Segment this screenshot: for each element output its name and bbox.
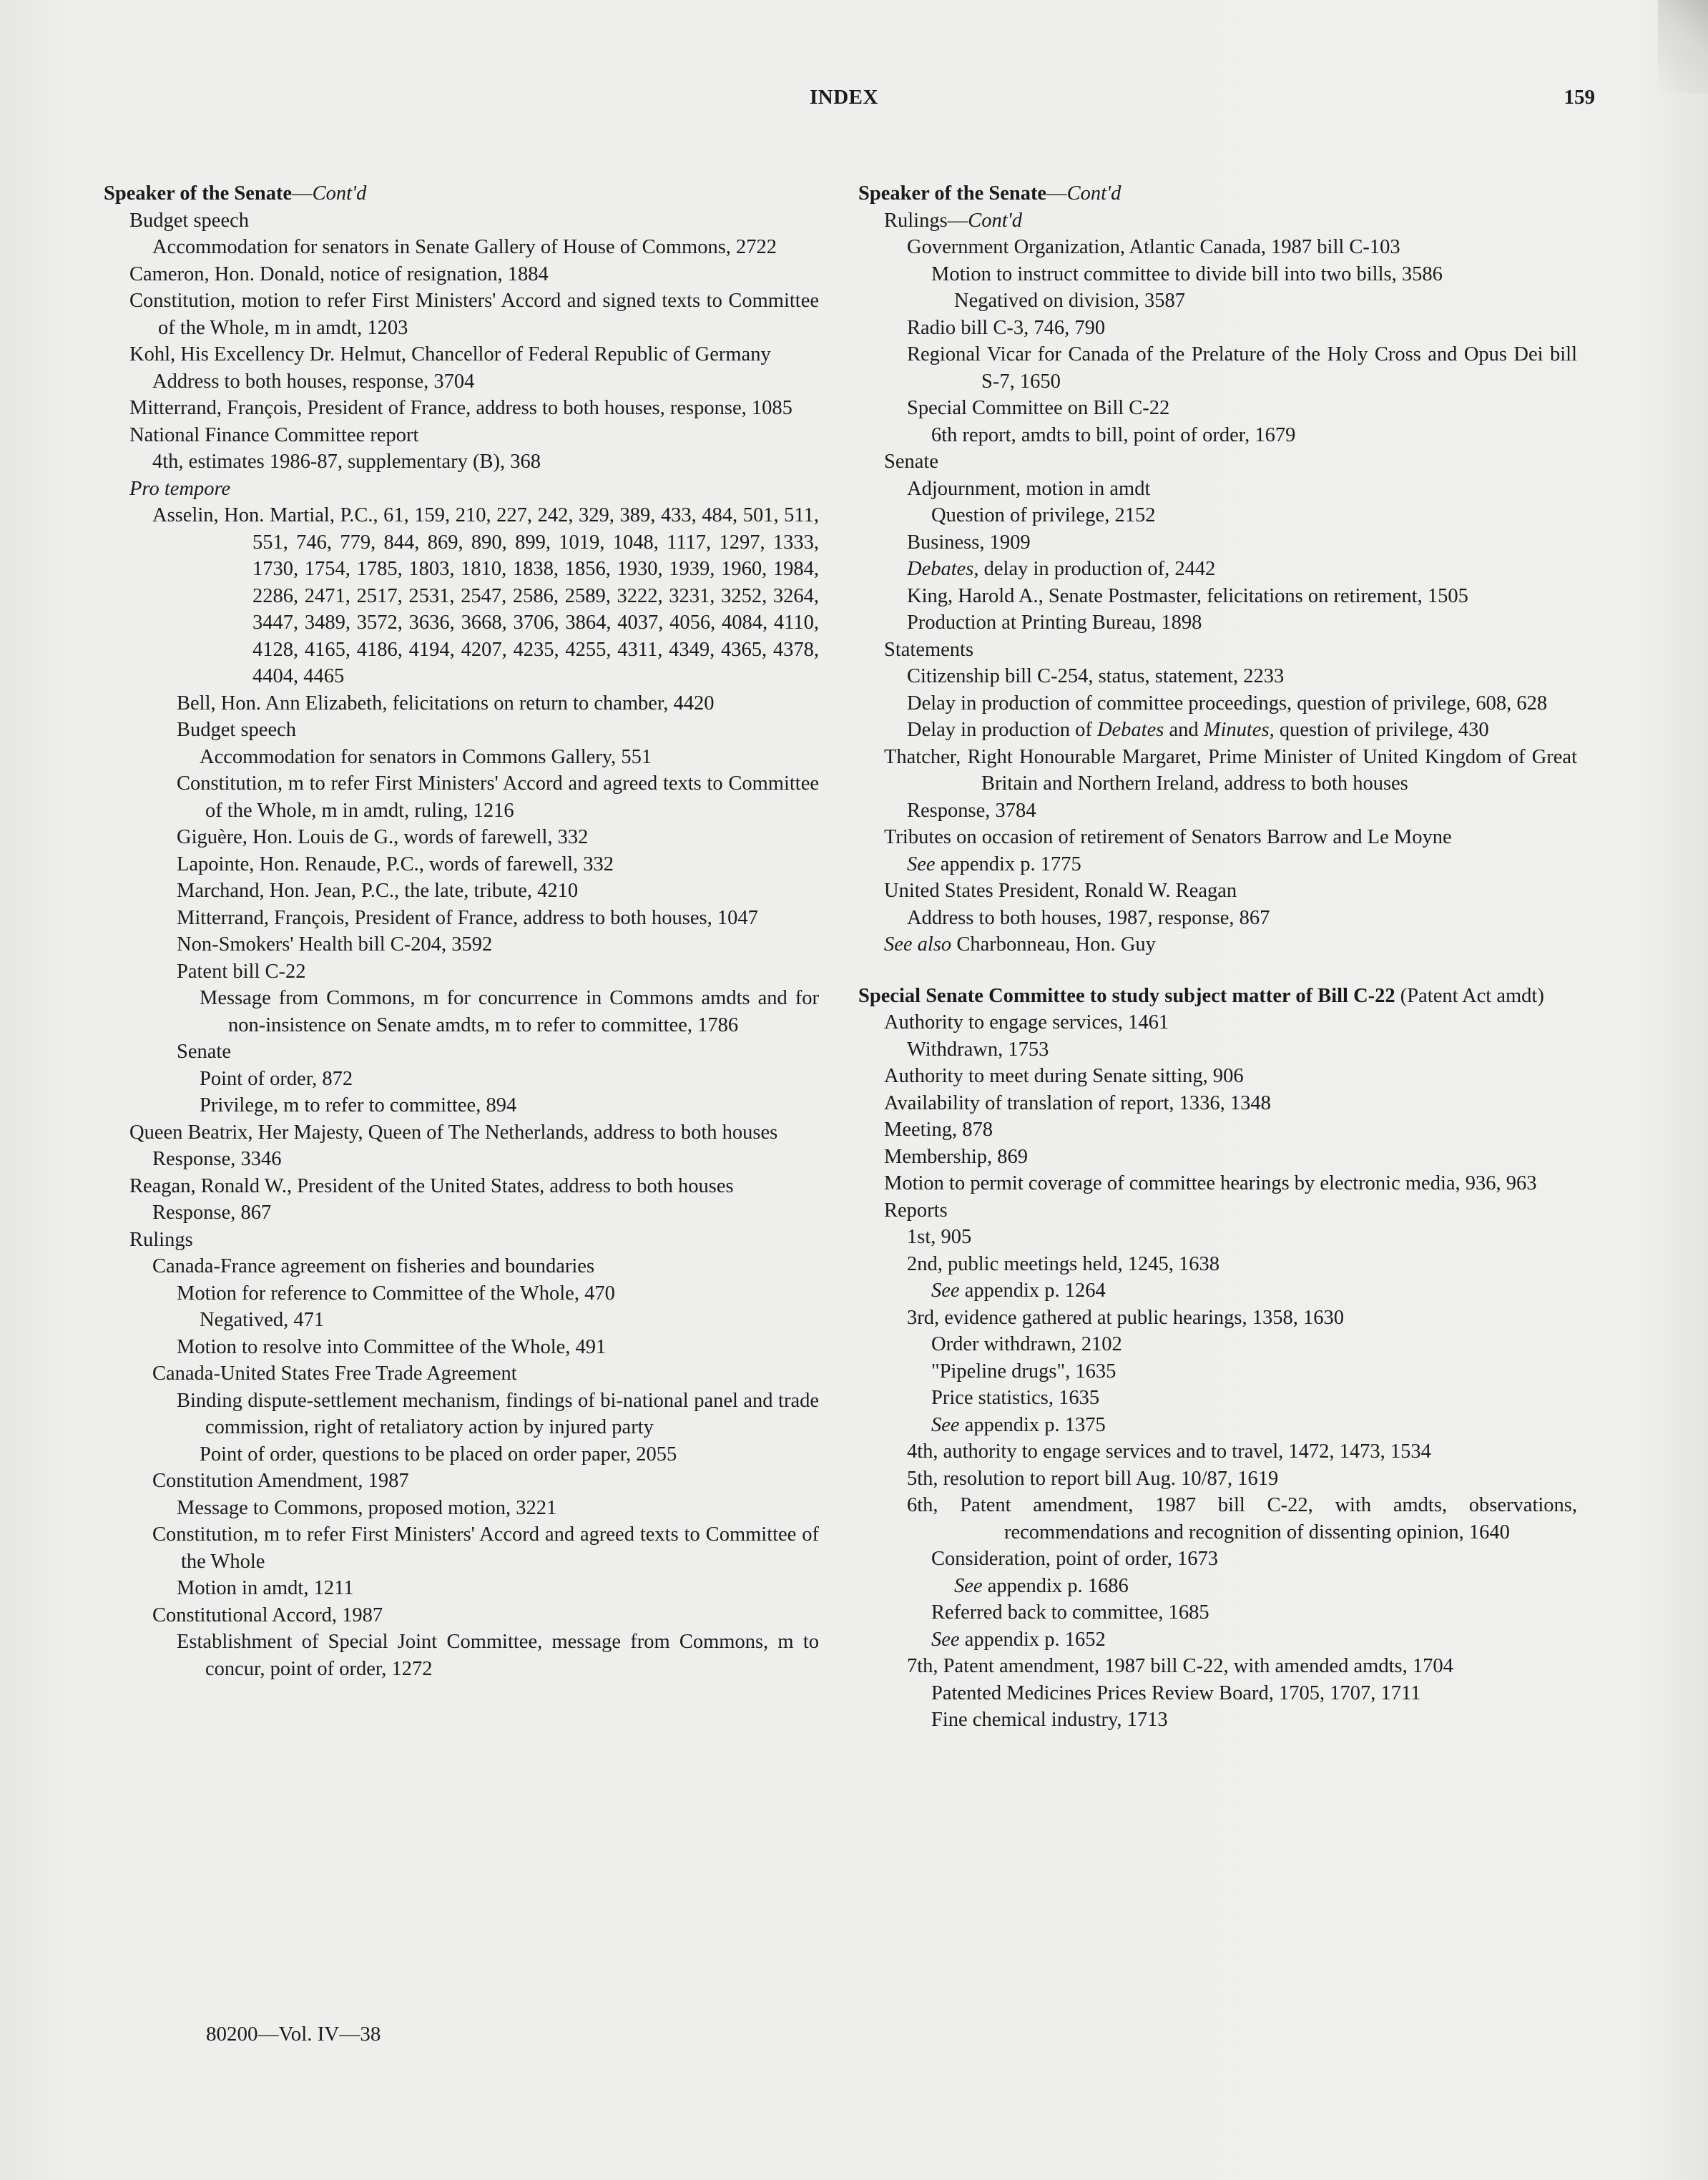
index-entry-text: Canada-United States Free Trade Agreement <box>152 1362 517 1385</box>
index-entry <box>104 690 819 717</box>
index-entry-text: Senate <box>884 451 938 473</box>
index-entry-text: Message from Commons, m for concurrence in Commons amdts and for non-insistence on Senate amdts, m to refer to committee, 1786 <box>200 987 819 1036</box>
index-entry <box>858 1385 1577 1412</box>
index-entry-text: Budget speech <box>129 209 249 232</box>
index-entry <box>104 422 819 449</box>
index-entry-text: Mitterrand, François, President of France, address to both houses, response, 1085 <box>129 397 792 419</box>
index-entry <box>104 1468 819 1495</box>
index-entry-text: Motion to permit coverage of committee hearings by electronic media, 936, 963 <box>884 1172 1537 1194</box>
index-entry-text: Privilege, m to refer to committee, 894 <box>200 1094 517 1116</box>
index-entry-text: Motion to instruct committee to divide bill into two bills, 3586 <box>931 262 1443 285</box>
index-entry <box>858 690 1577 717</box>
index-entry <box>858 502 1577 529</box>
index-entry <box>858 1063 1577 1090</box>
index-entry <box>104 1629 819 1682</box>
index-entry-text: Canada-France agreement on fisheries and boundaries <box>152 1255 595 1277</box>
index-entry-text: Motion to resolve into Committee of the Whole, 491 <box>177 1335 607 1358</box>
index-entry <box>104 878 819 905</box>
index-entry <box>104 341 819 368</box>
index-entry-text: 4th, authority to engage services and to travel, 1472, 1473, 1534 <box>907 1440 1431 1463</box>
running-header-title: INDEX <box>810 86 878 109</box>
index-entry <box>104 717 819 744</box>
index-entry-text: Withdrawn, 1753 <box>907 1038 1049 1061</box>
index-entry-text: 2nd, public meetings held, 1245, 1638 <box>907 1252 1219 1275</box>
index-entry <box>104 448 819 476</box>
index-entry <box>104 476 819 503</box>
index-entry <box>104 770 819 824</box>
index-entry-text: Patented Medicines Prices Review Board, 1705, 1707, 1711 <box>931 1681 1421 1704</box>
index-entry-text: Minutes <box>1203 719 1270 741</box>
index-heading <box>858 180 1577 207</box>
index-entry-text: Cont'd <box>1066 182 1122 205</box>
index-entry <box>104 1602 819 1629</box>
index-entry-text: Speaker of the Senate <box>858 182 1047 205</box>
index-entry-text: (Patent Act amdt) <box>1395 984 1544 1007</box>
index-entry-text: Response, 3346 <box>152 1148 282 1170</box>
index-entry-text: 3rd, evidence gathered at public hearings, 1358, 1630 <box>907 1306 1344 1329</box>
index-entry-text: Debates <box>1096 719 1164 741</box>
index-entry <box>858 1626 1577 1654</box>
index-entry <box>858 1412 1577 1439</box>
index-entry-text: Asselin, Hon. Martial, P.C., 61, 159, 210, 227, 242, 329, 389, 433, 484, 501, 511, 551, 746, 779, 844, 869, 890, 899, 1019, 1048, 1117, 1297, 1333, 1730, 1754, 1785, 1803, 1810, 1838, 1856, 1930, 1939, 1960, 1984, 2286, 2471, 2517, 2531, 2547, 2586, 2589, 3222, 3231, 3252, 3264, 3447, 3489, 3572, 3636, 3668, 3706, 3864, 4037, 4056, 4084, 4110, 4128, 4165, 4186, 4194, 4207, 4235, 4255, 4311, 4349, 4365, 4378, 4404, 4465 <box>152 504 819 687</box>
index-entry <box>858 1599 1577 1626</box>
index-entry <box>858 1090 1577 1117</box>
index-entry <box>858 1331 1577 1358</box>
index-entry-text: Charbonneau, Hon. Guy <box>951 933 1156 956</box>
index-entry <box>104 1092 819 1119</box>
index-entry <box>104 1039 819 1066</box>
index-entry-text: "Pipeline drugs", 1635 <box>931 1360 1116 1383</box>
index-entry <box>858 878 1577 905</box>
index-entry-text: 7th, Patent amendment, 1987 bill C-22, with amended amdts, 1704 <box>907 1655 1453 1677</box>
index-entry-text: Business, 1909 <box>907 531 1031 554</box>
index-entry-text: Question of privilege, 2152 <box>931 504 1156 526</box>
index-entry-text: National Finance Committee report <box>129 423 419 446</box>
index-entry-text: 6th, Patent amendment, 1987 bill C-22, with amdts, observations, recommendations and recognition of dissenting opinion, 1640 <box>907 1494 1577 1543</box>
index-entry-text: Government Organization, Atlantic Canada, 1987 bill C-103 <box>907 236 1400 258</box>
index-entry-text: Production at Printing Bureau, 1898 <box>907 612 1202 634</box>
index-entry-text: appendix p. 1375 <box>959 1413 1106 1436</box>
footer-signature: 80200—Vol. IV—38 <box>206 2023 381 2046</box>
index-entry-text: See also <box>884 933 952 956</box>
index-entry-text: Non-Smokers' Health bill C-204, 3592 <box>177 933 493 956</box>
index-entry <box>104 931 819 958</box>
index-entry <box>104 1388 819 1441</box>
index-entry <box>858 744 1577 797</box>
index-entry-text: Cameron, Hon. Donald, notice of resignation, 1884 <box>129 262 549 285</box>
index-entry-text: Meeting, 878 <box>884 1119 993 1141</box>
index-entry <box>858 1358 1577 1385</box>
index-entry-text: Constitution Amendment, 1987 <box>152 1470 409 1492</box>
index-entry-text: Citizenship bill C-254, status, statement, 2233 <box>907 665 1285 687</box>
index-entry-text: Reagan, Ronald W., President of the United States, address to both houses <box>129 1174 734 1197</box>
index-entry-text: Negatived, 471 <box>200 1309 325 1331</box>
index-entry <box>104 368 819 396</box>
index-entry <box>858 824 1577 851</box>
index-entry <box>104 1441 819 1468</box>
index-entry <box>858 1680 1577 1707</box>
index-entry <box>104 1173 819 1200</box>
index-entry <box>104 502 819 690</box>
index-entry-text: — <box>292 182 313 205</box>
index-entry-text: Message to Commons, proposed motion, 3221 <box>177 1496 557 1519</box>
index-entry-text: Fine chemical industry, 1713 <box>931 1709 1168 1731</box>
index-entry <box>858 1465 1577 1493</box>
index-entry <box>104 261 819 288</box>
index-entry <box>858 1305 1577 1332</box>
index-entry <box>104 288 819 341</box>
index-entry <box>104 958 819 986</box>
index-entry-text: Lapointe, Hon. Renaude, P.C., words of farewell, 332 <box>177 853 614 875</box>
index-entry-text: Point of order, questions to be placed on order paper, 2055 <box>200 1443 677 1465</box>
index-entry <box>104 1521 819 1575</box>
index-entry-text: Address to both houses, 1987, response, 867 <box>907 906 1270 929</box>
index-entry <box>104 395 819 422</box>
index-entry-text: and <box>1164 719 1204 741</box>
index-entry <box>104 1575 819 1602</box>
index-entry <box>858 797 1577 825</box>
index-entry <box>104 1360 819 1388</box>
index-entry-text: Budget speech <box>177 719 296 741</box>
index-entry <box>858 663 1577 690</box>
index-entry-text: Senate <box>177 1041 231 1063</box>
index-entry-text: See <box>907 853 936 875</box>
index-entry-text: Kohl, His Excellency Dr. Helmut, Chancellor of Federal Republic of Germany <box>129 343 771 365</box>
index-entry <box>858 583 1577 610</box>
index-entry-text: Binding dispute-settlement mechanism, findings of bi-national panel and trade commission, right of retaliatory action by injured party <box>177 1389 819 1438</box>
page-number: 159 <box>1564 86 1595 109</box>
index-entry-text: Radio bill C-3, 746, 790 <box>907 316 1106 339</box>
index-entry <box>858 851 1577 878</box>
index-entry-text: Order withdrawn, 2102 <box>931 1333 1122 1355</box>
index-entry <box>858 261 1577 288</box>
index-entry <box>104 1495 819 1522</box>
index-entry-text: Delay in production of <box>907 719 1097 741</box>
index-entry-text: Response, 867 <box>152 1202 272 1224</box>
index-entry-text: appendix p. 1264 <box>959 1280 1106 1302</box>
index-entry <box>858 1170 1577 1197</box>
index-entry <box>858 1197 1577 1224</box>
index-entry <box>858 1277 1577 1305</box>
index-entry <box>104 1146 819 1173</box>
index-entry <box>858 1707 1577 1734</box>
index-entry-text: See <box>931 1628 960 1651</box>
index-entry-text: Address to both houses, response, 3704 <box>152 370 475 393</box>
index-entry-text: , delay in production of, 2442 <box>973 558 1216 580</box>
index-entry <box>858 395 1577 422</box>
index-entry-text: Motion for reference to Committee of the Whole, 470 <box>177 1282 615 1305</box>
index-entry-text: Referred back to committee, 1685 <box>931 1601 1209 1624</box>
index-entry-text: Queen Beatrix, Her Majesty, Queen of The Netherlands, address to both houses <box>129 1121 778 1144</box>
index-entry <box>858 1492 1577 1546</box>
index-entry-text: Authority to engage services, 1461 <box>884 1011 1169 1033</box>
index-entry-text: Debates <box>907 558 974 580</box>
index-entry-text: Special Committee on Bill C-22 <box>907 397 1170 419</box>
index-entry <box>104 1280 819 1307</box>
index-entry-text: Delay in production of committee proceedings, question of privilege, 608, 628 <box>907 692 1548 715</box>
index-entry-text: 4th, estimates 1986-87, supplementary (B), 368 <box>152 451 541 473</box>
index-entry-text: appendix p. 1686 <box>982 1574 1129 1597</box>
index-entry <box>858 476 1577 503</box>
index-entry <box>104 985 819 1039</box>
index-entry <box>858 234 1577 261</box>
index-entry-text: Mitterrand, François, President of France, address to both houses, 1047 <box>177 906 758 929</box>
index-entry-text: Adjournment, motion in amdt <box>907 477 1151 500</box>
index-entry <box>858 1653 1577 1680</box>
index-heading <box>104 180 819 207</box>
index-entry <box>858 931 1577 958</box>
index-entry-text: , question of privilege, 430 <box>1269 719 1489 741</box>
index-entry-text: Regional Vicar for Canada of the Prelature of the Holy Cross and Opus Dei bill S-7, 1650 <box>907 343 1577 393</box>
index-entry <box>858 1573 1577 1600</box>
index-entry <box>104 234 819 261</box>
index-entry-text: 1st, 905 <box>907 1226 972 1248</box>
index-entry-text: Price statistics, 1635 <box>931 1387 1100 1409</box>
index-entry-text: 6th report, amdts to bill, point of order, 1679 <box>931 423 1296 446</box>
index-entry <box>104 824 819 851</box>
index-entry-text: Point of order, 872 <box>200 1067 353 1090</box>
index-entry <box>104 1066 819 1093</box>
index-entry <box>104 744 819 771</box>
index-entry <box>858 905 1577 932</box>
index-entry <box>104 1307 819 1334</box>
index-entry-text: Consideration, point of order, 1673 <box>931 1548 1218 1570</box>
index-column-right <box>858 180 1577 1734</box>
index-entry <box>858 1144 1577 1171</box>
index-entry-text: appendix p. 1652 <box>959 1628 1106 1651</box>
index-entry-text: Accommodation for senators in Commons Gallery, 551 <box>200 745 652 768</box>
index-entry-text: Cont'd <box>312 182 367 205</box>
index-entry <box>858 207 1577 235</box>
index-entry-text: Bell, Hon. Ann Elizabeth, felicitations on return to chamber, 4420 <box>177 692 715 715</box>
index-column-left <box>104 180 819 1682</box>
index-entry-text: Rulings— <box>884 209 968 232</box>
index-entry-text: Motion in amdt, 1211 <box>177 1577 354 1599</box>
index-entry-text: Patent bill C-22 <box>177 960 306 983</box>
index-entry <box>858 448 1577 476</box>
index-entry <box>858 1438 1577 1465</box>
index-entry-text: Response, 3784 <box>907 799 1036 822</box>
index-entry-text: See <box>931 1413 960 1436</box>
index-entry-text: appendix p. 1775 <box>935 853 1081 875</box>
index-entry <box>104 1334 819 1361</box>
index-entry <box>858 1546 1577 1573</box>
index-entry-text: Giguère, Hon. Louis de G., words of farewell, 332 <box>177 826 589 848</box>
index-entry <box>858 1224 1577 1251</box>
index-entry <box>858 422 1577 449</box>
index-entry-text: Speaker of the Senate <box>104 182 293 205</box>
index-entry-text: Establishment of Special Joint Committee, message from Commons, m to concur, point of order, 1272 <box>177 1631 819 1680</box>
index-entry <box>858 609 1577 637</box>
index-entry <box>858 1036 1577 1064</box>
index-entry-text: Constitutional Accord, 1987 <box>152 1604 383 1626</box>
index-entry <box>858 529 1577 556</box>
index-entry <box>858 556 1577 583</box>
index-entry-text: Constitution, m to refer First Ministers' Accord and agreed texts to Committee of the Whole, m in amdt, ruling, 1216 <box>177 772 819 822</box>
index-entry <box>858 341 1577 395</box>
page-corner-shadow <box>1658 0 1708 93</box>
index-entry <box>104 905 819 932</box>
index-entry <box>858 637 1577 664</box>
index-entry-text: 5th, resolution to report bill Aug. 10/87, 1619 <box>907 1467 1279 1490</box>
index-entry-text: Constitution, motion to refer First Ministers' Accord and signed texts to Committee of the Whole, m in amdt, 1203 <box>129 290 819 339</box>
index-entry-text: Tributes on occasion of retirement of Senators Barrow and Le Moyne <box>884 826 1452 848</box>
index-entry-text: Authority to meet during Senate sitting, 906 <box>884 1065 1244 1087</box>
index-entry <box>104 851 819 878</box>
index-entry-text: — <box>1046 182 1067 205</box>
index-heading <box>858 983 1577 1010</box>
index-entry <box>858 288 1577 315</box>
index-entry <box>104 1199 819 1227</box>
index-entry-text: Cont'd <box>968 209 1022 232</box>
index-entry <box>858 1009 1577 1036</box>
index-entry <box>104 207 819 235</box>
index-entry-text: Statements <box>884 638 974 661</box>
index-entry-text: King, Harold A., Senate Postmaster, felicitations on retirement, 1505 <box>907 584 1468 607</box>
index-entry <box>858 1116 1577 1144</box>
index-entry <box>858 315 1577 342</box>
index-entry-text: United States President, Ronald W. Reagan <box>884 880 1237 902</box>
index-entry <box>104 1253 819 1280</box>
index-entry-text: Negatived on division, 3587 <box>954 290 1185 312</box>
index-entry-text: Constitution, m to refer First Ministers' Accord and agreed texts to Committee of the Whole <box>152 1523 819 1573</box>
index-entry-text: Special Senate Committee to study subject matter of Bill C-22 <box>858 984 1395 1007</box>
index-entry <box>858 1251 1577 1278</box>
index-entry-text: Thatcher, Right Honourable Margaret, Prime Minister of United Kingdom of Great Britain and Northern Ireland, address to both houses <box>884 745 1577 795</box>
index-entry-text: See <box>931 1280 960 1302</box>
index-entry-text: See <box>954 1574 983 1597</box>
index-entry <box>104 1227 819 1254</box>
index-entry-text: Accommodation for senators in Senate Gallery of House of Commons, 2722 <box>152 236 777 258</box>
index-entry-text: Availability of translation of report, 1336, 1348 <box>884 1091 1271 1114</box>
index-entry-text: Reports <box>884 1199 948 1222</box>
index-entry-text: Marchand, Hon. Jean, P.C., the late, tribute, 4210 <box>177 880 579 902</box>
index-entry-text: Rulings <box>129 1228 193 1251</box>
index-entry <box>858 717 1577 744</box>
index-entry-text: Pro tempore <box>129 477 231 500</box>
index-entry-text: Membership, 869 <box>884 1145 1029 1168</box>
index-entry <box>104 1119 819 1147</box>
